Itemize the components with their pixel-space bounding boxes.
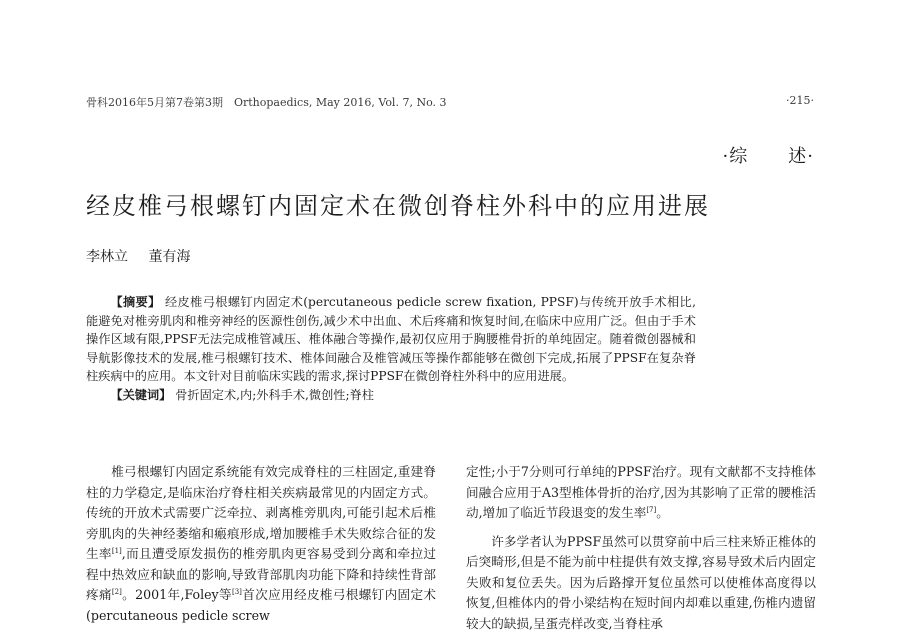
journal-citation: 骨科2016年5月第7卷第3期 Orthopaedics, May 2016, Vol. 7, No. 3 <box>86 96 447 109</box>
keywords-label: 【关键词】 <box>110 387 172 402</box>
body-paragraph <box>466 462 816 524</box>
section-label-right: 述· <box>788 146 814 167</box>
body-text: 首次应用经皮椎弓根螺钉内固定术(percutaneous pedicle screw <box>86 587 437 623</box>
section-label <box>723 142 814 168</box>
section-label-left: ·综 <box>722 146 749 167</box>
author-name: 李林立 <box>86 249 128 265</box>
body-text: 椎弓根螺钉内固定系统能有效完成脊柱的三柱固定,重建脊柱的力学稳定,是临床治疗脊柱相关疾病最常见的内固定方式。传统的开放术式需要广泛牵拉、剥离椎旁肌肉,可能引起术后椎旁肌肉的失神经萎缩和瘢痕形成,增加腰椎手术失败综合征的发生率 <box>86 464 436 561</box>
citation-ref: [2] <box>111 587 122 596</box>
body-text: 。2001年,Foley等 <box>121 587 232 602</box>
page-number: ·215· <box>786 94 814 107</box>
citation-ref: [3] <box>231 587 242 596</box>
abstract <box>86 293 696 404</box>
body-text: ,而且遭受原发损伤的椎旁肌肉更容易受到分离和牵拉过程中热效应和缺血的影响,导致背部肌肉功能下降和持续性背部疼痛 <box>86 546 436 602</box>
body-paragraph <box>466 532 816 635</box>
article-title: 经皮椎弓根螺钉内固定术在微创脊柱外科中的应用进展 <box>86 192 710 220</box>
author-name: 董有海 <box>148 249 191 265</box>
body-text: 许多学者认为PPSF虽然可以贯穿前中后三柱来矫正椎体的后突畸形,但是不能为前中柱提供有效支撑,容易导致术后内固定失败和复位丢失。因为后路撑开复位虽然可以使椎体高度得以恢复,但椎体内的骨小梁结构在短时间内却难以重建,伤椎内遗留较大的缺损,呈蛋壳样改变,当脊柱承 <box>466 533 816 631</box>
authors <box>86 246 206 266</box>
running-head <box>86 94 814 110</box>
body-column-right <box>466 462 816 634</box>
citation-ref: [7] <box>646 505 657 514</box>
keywords-text: 骨折固定术,内;外科手术,微创性;脊柱 <box>175 387 374 402</box>
abstract-label: 【摘要】 <box>110 295 161 309</box>
body-text: 定性;小于7分则可行单纯的PPSF治疗。现有文献都不支持椎体间融合应用于A3型椎体骨折的治疗,因为其影响了正常的腰椎活动,增加了临近节段退变的发生率 <box>466 464 816 520</box>
abstract-paragraph <box>86 293 696 386</box>
citation-ref: [1] <box>111 546 122 555</box>
body-text: 。 <box>656 505 669 520</box>
body-column-left <box>86 462 436 626</box>
keywords-paragraph <box>86 386 696 405</box>
abstract-text: 经皮椎弓根螺钉内固定术(percutaneous pedicle screw fixation, PPSF)与传统开放手术相比,能避免对椎旁肌肉和椎旁神经的医源性创伤,减少术中出血、术后疼痛和恢复时间,在临床中应用广泛。但由于手术操作区域有限,PPSF无法完成椎管减压、椎体融合等操作,最初仅应用于胸腰椎骨折的单纯固定。随着微创器械和导航影像技术的发展,椎弓根螺钉技术、椎体间融合及椎管减压等操作都能够在微创下完成,拓展了PPSF在复杂脊柱疾病中的应用。本文针对目前临床实践的需求,探讨PPSF在微创脊柱外科中的应用进展。 <box>86 295 697 383</box>
body-paragraph <box>86 462 436 626</box>
